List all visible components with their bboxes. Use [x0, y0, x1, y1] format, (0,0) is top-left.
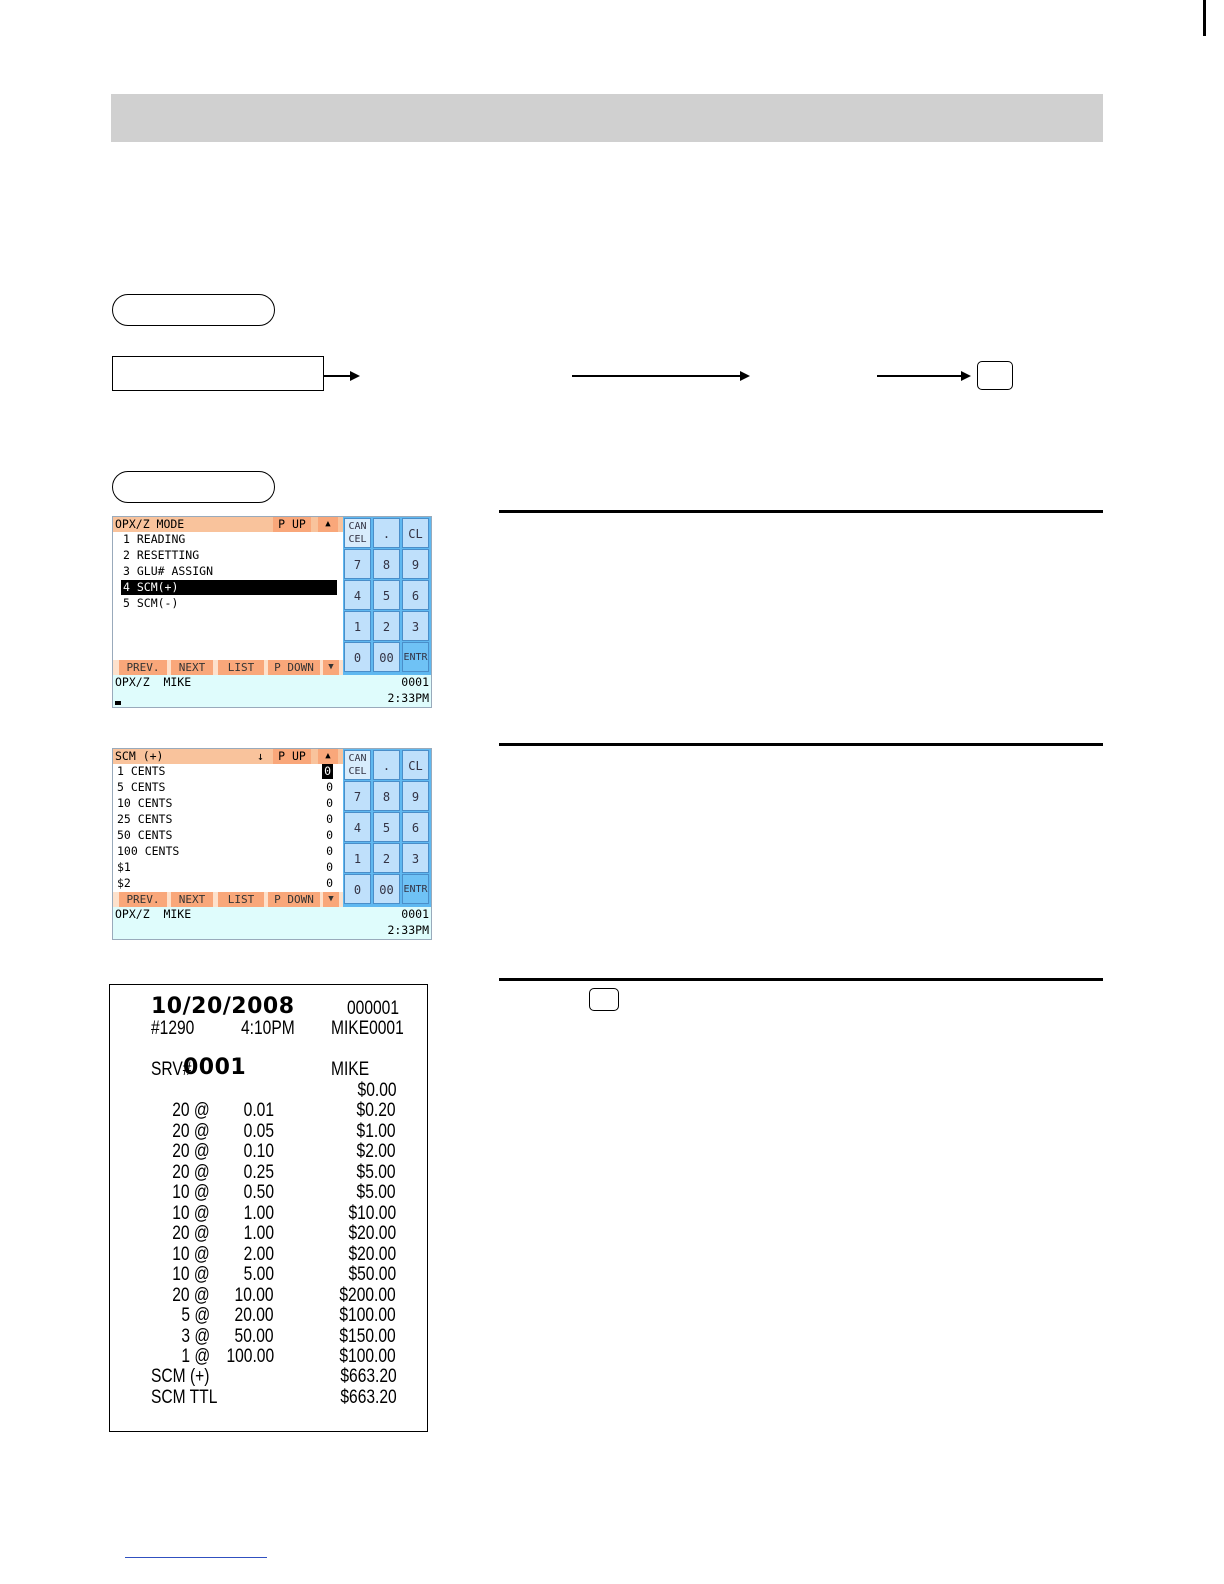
key-symbol — [977, 361, 1013, 390]
footer-link-underline — [125, 1557, 267, 1558]
menu-item[interactable]: 1 READING — [123, 532, 186, 546]
receipt-opening-amount: $0.00 — [358, 1080, 397, 1101]
receipt-printout — [109, 984, 428, 1432]
step-divider — [499, 510, 1103, 513]
enter-key[interactable]: ENTR — [402, 874, 429, 904]
receipt-line — [110, 1101, 426, 1121]
key-9[interactable]: 9 — [402, 549, 429, 579]
line-amount: $2.00 — [357, 1141, 396, 1162]
line-unit-price: 100.00 — [226, 1346, 274, 1367]
prev-button[interactable]: PREV. — [119, 892, 167, 907]
receipt-lines — [110, 1101, 426, 1371]
status-number: 0001 — [401, 675, 429, 689]
receipt-server-number: 0001 — [183, 1055, 247, 1080]
line-qty: 20 @ — [172, 1100, 210, 1121]
line-qty: 20 @ — [172, 1141, 210, 1162]
key-0[interactable]: 0 — [344, 642, 371, 672]
key-9[interactable]: 9 — [402, 781, 429, 811]
denomination-label: $1 — [117, 860, 131, 874]
count-value: 0 — [326, 780, 333, 794]
status-bar — [113, 675, 343, 707]
key-4[interactable]: 4 — [344, 580, 371, 610]
receipt-server-prefix: SRV# — [151, 1059, 192, 1080]
receipt-line — [110, 1163, 426, 1183]
denomination-list — [113, 764, 343, 892]
line-amount: $150.00 — [339, 1325, 396, 1347]
key-5[interactable]: 5 — [373, 580, 400, 610]
screen-title: OPX/Z MODE — [115, 517, 185, 531]
receipt-machine-number: #1290 — [151, 1018, 195, 1039]
line-unit-price: 0.01 — [243, 1100, 274, 1121]
line-qty: 1 @ — [181, 1346, 210, 1367]
line-amount: $5.00 — [357, 1182, 396, 1203]
line-amount: $5.00 — [357, 1161, 396, 1183]
page-down-button[interactable]: P DOWN — [268, 892, 320, 907]
receipt-line — [110, 1183, 426, 1203]
key-4[interactable]: 4 — [344, 812, 371, 842]
flow-arrow — [572, 375, 748, 377]
receipt-line — [110, 1122, 426, 1142]
line-amount: $100.00 — [339, 1305, 396, 1326]
key-6[interactable]: 6 — [402, 580, 429, 610]
lcd-screen-scm-plus — [112, 748, 432, 940]
line-amount: $20.00 — [348, 1223, 396, 1244]
status-number: 0001 — [401, 907, 429, 921]
key-symbol — [589, 988, 619, 1011]
key-2[interactable]: 2 — [373, 611, 400, 641]
line-unit-price: 2.00 — [243, 1243, 274, 1265]
status-bar-right — [343, 675, 431, 707]
key-5[interactable]: 5 — [373, 812, 400, 842]
example-label-pill — [112, 471, 275, 503]
clear-key[interactable]: CL — [402, 750, 429, 780]
next-button[interactable]: NEXT — [171, 660, 213, 675]
receipt-line — [110, 1265, 426, 1285]
denomination-label: 10 CENTS — [117, 796, 173, 810]
key-0[interactable]: 0 — [344, 874, 371, 904]
denomination-row[interactable] — [117, 780, 339, 795]
enter-key[interactable]: ENTR — [402, 642, 429, 672]
lcd-screen-opxz-mode — [112, 516, 432, 708]
denomination-row[interactable] — [117, 860, 339, 875]
receipt-server-name: MIKE — [331, 1059, 370, 1080]
numeric-keypad — [343, 749, 431, 907]
receipt-line — [110, 1245, 426, 1265]
scroll-up-icon[interactable]: ▲ — [318, 517, 338, 532]
key-7[interactable]: 7 — [344, 781, 371, 811]
status-bar — [113, 907, 343, 939]
cancel-key[interactable]: CAN CEL — [344, 750, 371, 780]
screen-title-bar — [113, 517, 343, 532]
line-amount: $50.00 — [348, 1264, 396, 1285]
numeric-keypad — [343, 517, 431, 675]
line-unit-price: 1.00 — [243, 1202, 274, 1224]
key-7[interactable]: 7 — [344, 549, 371, 579]
page-up-button[interactable]: P UP — [273, 749, 311, 764]
menu-item[interactable]: 5 SCM(-) — [123, 596, 179, 610]
receipt-subtotal-label: SCM (+) — [151, 1366, 210, 1387]
key-8[interactable]: 8 — [373, 549, 400, 579]
line-qty: 5 @ — [181, 1305, 210, 1326]
cancel-key[interactable]: CAN CEL — [344, 518, 371, 548]
line-unit-price: 0.50 — [243, 1182, 274, 1203]
list-button[interactable]: LIST — [218, 892, 264, 907]
receipt-line — [110, 1327, 426, 1347]
line-qty: 10 @ — [172, 1264, 210, 1285]
receipt-line — [110, 1224, 426, 1244]
line-unit-price: 0.10 — [243, 1141, 274, 1162]
key-8[interactable]: 8 — [373, 781, 400, 811]
prev-button[interactable]: PREV. — [119, 660, 167, 675]
denomination-label: 5 CENTS — [117, 780, 166, 794]
line-qty: 20 @ — [172, 1284, 210, 1306]
receipt-total-label: SCM TTL — [151, 1387, 218, 1408]
scroll-indicator-icon: ↓ — [257, 749, 264, 763]
status-bar-right — [343, 907, 431, 939]
cursor-mark — [115, 701, 121, 705]
key-2[interactable]: 2 — [373, 843, 400, 873]
line-amount: $0.20 — [357, 1100, 396, 1121]
line-unit-price: 0.05 — [243, 1120, 274, 1142]
menu-item[interactable]: 2 RESETTING — [123, 548, 200, 562]
line-qty: 20 @ — [172, 1120, 210, 1142]
line-qty: 20 @ — [172, 1161, 210, 1183]
key-1[interactable]: 1 — [344, 611, 371, 641]
count-value: 0 — [326, 876, 333, 890]
menu-item-selected[interactable]: 4 SCM(+) — [121, 580, 337, 595]
receipt-date: 10/20/2008 — [151, 994, 295, 1019]
line-amount: $100.00 — [339, 1346, 396, 1367]
key-00[interactable]: 00 — [373, 874, 400, 904]
receipt-line — [110, 1204, 426, 1224]
receipt-total-amount: $663.20 — [340, 1387, 397, 1408]
count-value: 0 — [326, 812, 333, 826]
denomination-label: 1 CENTS — [117, 764, 166, 778]
flow-arrow — [877, 375, 969, 377]
screen-title: SCM (+) — [115, 749, 164, 763]
status-time: 2:33PM — [387, 923, 429, 937]
scroll-down-icon[interactable]: ▼ — [323, 660, 339, 675]
count-value: 0 — [326, 860, 333, 874]
menu-item[interactable]: 3 GLU# ASSIGN — [123, 564, 214, 578]
page-down-button[interactable]: P DOWN — [268, 660, 320, 675]
status-time: 2:33PM — [387, 691, 429, 705]
clear-key[interactable]: CL — [402, 518, 429, 548]
line-qty: 10 @ — [172, 1202, 210, 1224]
line-unit-price: 10.00 — [235, 1284, 274, 1306]
line-qty: 3 @ — [181, 1325, 210, 1347]
procedure-label-pill — [112, 294, 275, 326]
section-header-band — [111, 94, 1103, 142]
line-unit-price: 1.00 — [243, 1223, 274, 1244]
denomination-label: 100 CENTS — [117, 844, 180, 858]
list-button[interactable]: LIST — [218, 660, 264, 675]
denomination-row[interactable] — [117, 876, 339, 891]
count-value: 0 — [326, 828, 333, 842]
key-6[interactable]: 6 — [402, 812, 429, 842]
flow-arrow — [324, 375, 358, 377]
denomination-label: $2 — [117, 876, 131, 890]
receipt-line — [110, 1347, 426, 1367]
denomination-row[interactable] — [117, 828, 339, 843]
receipt-line — [110, 1286, 426, 1306]
line-unit-price: 50.00 — [235, 1325, 274, 1347]
function-bar — [113, 892, 343, 907]
key-3[interactable]: 3 — [402, 611, 429, 641]
key-00[interactable]: 00 — [373, 642, 400, 672]
line-qty: 20 @ — [172, 1223, 210, 1244]
page-edge-bar — [1203, 0, 1206, 36]
function-bar — [113, 660, 343, 675]
status-mode-clerk: OPX/Z MIKE — [115, 907, 192, 921]
decimal-key[interactable]: . — [373, 518, 400, 548]
line-amount: $1.00 — [357, 1120, 396, 1142]
next-button[interactable]: NEXT — [171, 892, 213, 907]
page-up-button[interactable]: P UP — [273, 517, 311, 532]
count-value: 0 — [326, 844, 333, 858]
line-unit-price: 20.00 — [235, 1305, 274, 1326]
key-1[interactable]: 1 — [344, 843, 371, 873]
denomination-row[interactable] — [117, 812, 339, 827]
denomination-label: 25 CENTS — [117, 812, 173, 826]
denomination-row[interactable] — [117, 844, 339, 859]
step-divider — [499, 978, 1103, 981]
line-qty: 10 @ — [172, 1182, 210, 1203]
scroll-down-icon[interactable]: ▼ — [323, 892, 339, 907]
receipt-clerk-code: MIKE0001 — [331, 1018, 404, 1039]
line-unit-price: 0.25 — [243, 1161, 274, 1183]
count-value: 0 — [326, 796, 333, 810]
receipt-time: 4:10PM — [241, 1018, 295, 1039]
decimal-key[interactable]: . — [373, 750, 400, 780]
denomination-label: 50 CENTS — [117, 828, 173, 842]
receipt-consecutive-number: 000001 — [347, 998, 399, 1019]
status-mode-clerk: OPX/Z MIKE — [115, 675, 192, 689]
screen-title-bar — [113, 749, 343, 764]
receipt-line — [110, 1142, 426, 1162]
receipt-line — [110, 1306, 426, 1326]
line-amount: $200.00 — [339, 1284, 396, 1306]
scroll-up-icon[interactable]: ▲ — [318, 749, 338, 764]
denomination-row[interactable] — [117, 796, 339, 811]
count-input[interactable]: 0 — [324, 764, 331, 778]
procedure-start-box — [112, 356, 324, 391]
denomination-row[interactable] — [117, 764, 339, 779]
line-amount: $20.00 — [348, 1243, 396, 1265]
line-amount: $10.00 — [348, 1202, 396, 1224]
line-qty: 10 @ — [172, 1243, 210, 1265]
receipt-subtotal-amount: $663.20 — [340, 1366, 397, 1387]
step-divider — [499, 743, 1103, 746]
key-3[interactable]: 3 — [402, 843, 429, 873]
line-unit-price: 5.00 — [243, 1264, 274, 1285]
